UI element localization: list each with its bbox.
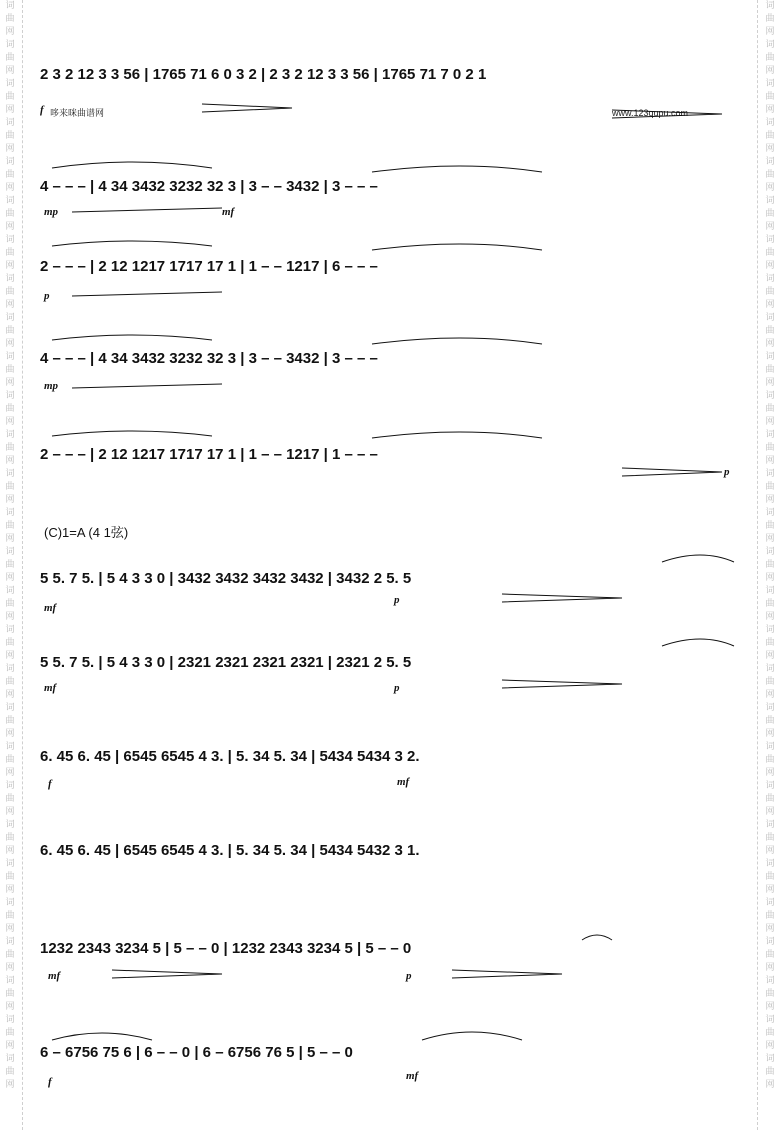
hairpin xyxy=(72,292,222,296)
side-watermark-char: 网 xyxy=(5,300,15,310)
side-watermark-char: 曲 xyxy=(765,677,775,687)
side-watermark-char: 词 xyxy=(5,820,15,830)
right-dashed-rule xyxy=(757,0,759,1130)
site-name-watermark: 哆来咪曲谱网 xyxy=(50,108,105,118)
notes-row-3: 2 – – – | 2 12 1217 1717 17 1 | 1 – – 1217 | 6 – – – xyxy=(40,258,378,275)
side-watermark-char: 词 xyxy=(765,1,775,11)
side-watermark-char: 词 xyxy=(5,235,15,245)
side-watermark-char: 词 xyxy=(5,1015,15,1025)
side-watermark-char: 词 xyxy=(5,430,15,440)
side-watermark-char: 词 xyxy=(765,508,775,518)
notes-row-10: 1232 2343 3234 5 | 5 – – 0 | 1232 2343 3234 5 | 5 – – 0 xyxy=(40,940,412,957)
side-watermark-char: 网 xyxy=(765,1002,775,1012)
notes-row-9: 6. 45 6. 45 | 6545 6545 4 3. | 5. 34 5. 34 | 5434 5432 3 1. xyxy=(40,842,420,859)
side-watermark-char: 词 xyxy=(765,703,775,713)
side-watermark-char: 网 xyxy=(5,261,15,271)
side-watermark-char: 网 xyxy=(5,963,15,973)
side-watermark-char: 词 xyxy=(5,859,15,869)
side-watermark-char: 网 xyxy=(765,144,775,154)
side-watermark-char: 网 xyxy=(765,378,775,388)
side-watermark-char: 网 xyxy=(765,1041,775,1051)
side-watermark-char: 网 xyxy=(5,495,15,505)
dynamic-mark: p xyxy=(394,682,400,694)
side-watermark-char: 网 xyxy=(5,729,15,739)
side-watermark-char: 网 xyxy=(765,456,775,466)
slurs-and-hairpins xyxy=(22,0,752,1130)
side-watermark-char: 网 xyxy=(5,573,15,583)
notes-row-11: 6 – 6756 75 6 | 6 – – 0 | 6 – 6756 76 5 | 5 – – 0 xyxy=(40,1044,353,1061)
side-watermark-char: 词 xyxy=(765,859,775,869)
side-watermark-char: 词 xyxy=(765,274,775,284)
side-watermark-char: 词 xyxy=(5,313,15,323)
dynamic-mark: mp xyxy=(44,380,59,392)
side-watermark-char: 曲 xyxy=(765,521,775,531)
side-watermark-char: 曲 xyxy=(765,209,775,219)
side-watermark-char: 词 xyxy=(5,391,15,401)
hairpin xyxy=(622,468,722,476)
side-watermark-char: 网 xyxy=(5,27,15,37)
dynamic-mark: f xyxy=(48,778,52,790)
side-watermark-char: 曲 xyxy=(765,443,775,453)
side-watermark-char: 词 xyxy=(765,196,775,206)
slur xyxy=(372,338,542,344)
side-watermark-char: 词 xyxy=(5,703,15,713)
side-watermark-char: 网 xyxy=(765,105,775,115)
side-watermark-char: 曲 xyxy=(765,833,775,843)
dynamic-mark: mf xyxy=(222,206,235,218)
side-watermark-char: 词 xyxy=(765,1054,775,1064)
slur xyxy=(372,432,542,438)
side-watermark-char: 词 xyxy=(765,391,775,401)
side-watermark-char: 网 xyxy=(765,300,775,310)
side-watermark-char: 曲 xyxy=(765,755,775,765)
side-watermark-char: 网 xyxy=(5,1080,15,1090)
side-watermark-char: 词 xyxy=(765,430,775,440)
side-watermark-char: 曲 xyxy=(765,1067,775,1077)
side-watermark-char: 词 xyxy=(765,547,775,557)
side-watermark-char: 曲 xyxy=(765,989,775,999)
dynamic-mark: p xyxy=(406,970,412,982)
side-watermark-char: 网 xyxy=(765,612,775,622)
side-watermark-char: 曲 xyxy=(765,794,775,804)
side-watermark-char: 网 xyxy=(765,885,775,895)
side-watermark-char: 曲 xyxy=(5,560,15,570)
side-watermark-char: 曲 xyxy=(5,365,15,375)
side-watermark-char: 曲 xyxy=(765,248,775,258)
side-watermark-char: 词 xyxy=(765,781,775,791)
side-watermark-char: 曲 xyxy=(765,482,775,492)
side-watermark-char: 词 xyxy=(5,976,15,986)
side-watermark-char: 词 xyxy=(5,898,15,908)
side-watermark-char: 曲 xyxy=(765,131,775,141)
side-watermark-char: 网 xyxy=(5,807,15,817)
side-watermark-char: 词 xyxy=(5,196,15,206)
side-watermark-char: 曲 xyxy=(5,131,15,141)
slur xyxy=(662,639,734,646)
side-watermark-char: 网 xyxy=(765,729,775,739)
side-watermark-char: 词 xyxy=(765,625,775,635)
side-watermark-char: 网 xyxy=(765,222,775,232)
side-watermark-char: 网 xyxy=(5,1041,15,1051)
side-watermark-char: 词 xyxy=(765,469,775,479)
side-watermark-char: 网 xyxy=(5,456,15,466)
side-watermark-char: 词 xyxy=(5,79,15,89)
slur xyxy=(372,166,542,172)
side-watermark-char: 曲 xyxy=(5,1028,15,1038)
side-watermark-char: 曲 xyxy=(5,911,15,921)
notes-row-8: 6. 45 6. 45 | 6545 6545 4 3. | 5. 34 5. 34 | 5434 5434 3 2. xyxy=(40,748,420,765)
side-watermark-char: 词 xyxy=(765,1015,775,1025)
side-watermark-char: 网 xyxy=(765,417,775,427)
side-watermark-char: 曲 xyxy=(5,326,15,336)
notes-row-1: 2 3 2 12 3 3 56 | 1765 71 6 0 3 2 | 2 3 2 12 3 3 56 | 1765 71 7 0 2 1 xyxy=(40,66,487,83)
side-watermark-char: 曲 xyxy=(765,560,775,570)
side-watermark-char: 词 xyxy=(5,157,15,167)
side-watermark-char: 网 xyxy=(765,66,775,76)
side-watermark-char: 词 xyxy=(765,157,775,167)
side-watermark-char: 曲 xyxy=(5,677,15,687)
side-watermark-char: 曲 xyxy=(765,287,775,297)
slur xyxy=(582,935,612,940)
side-watermark-char: 词 xyxy=(5,118,15,128)
side-watermark-char: 曲 xyxy=(5,599,15,609)
section-c-key-label: (C)1=A (4 1弦) xyxy=(44,525,129,540)
side-watermark-char: 词 xyxy=(5,547,15,557)
side-watermark-char: 词 xyxy=(5,274,15,284)
side-watermark-char: 词 xyxy=(5,625,15,635)
side-watermark-char: 网 xyxy=(765,963,775,973)
side-watermark-char: 网 xyxy=(5,1002,15,1012)
side-watermark-char: 网 xyxy=(5,690,15,700)
hairpin xyxy=(202,104,292,112)
dynamic-mark: p xyxy=(44,290,50,302)
notes-row-2: 4 – – – | 4 34 3432 3232 32 3 | 3 – – 3432 | 3 – – – xyxy=(40,178,378,195)
side-watermark-char: 曲 xyxy=(5,482,15,492)
side-watermark-char: 曲 xyxy=(765,872,775,882)
side-watermark-char: 词 xyxy=(5,508,15,518)
side-watermark-char: 网 xyxy=(765,534,775,544)
dynamic-mark: mf xyxy=(406,1070,419,1082)
side-watermark-char: 曲 xyxy=(5,53,15,63)
side-watermark-char: 词 xyxy=(5,40,15,50)
side-watermark-char: 网 xyxy=(5,768,15,778)
side-watermark-char: 曲 xyxy=(5,209,15,219)
hairpin xyxy=(452,970,562,978)
side-watermark-char: 词 xyxy=(5,664,15,674)
side-watermark-char: 曲 xyxy=(5,248,15,258)
hairpin xyxy=(502,594,622,602)
slur xyxy=(662,555,734,562)
side-watermark-char: 词 xyxy=(5,937,15,947)
side-watermark-char: 曲 xyxy=(765,14,775,24)
slur xyxy=(52,335,212,340)
side-watermark-char: 词 xyxy=(5,469,15,479)
side-watermark-char: 网 xyxy=(765,768,775,778)
side-watermark-char: 曲 xyxy=(5,755,15,765)
side-watermark-char: 词 xyxy=(765,40,775,50)
side-watermark-char: 词 xyxy=(5,352,15,362)
side-watermark-char: 词 xyxy=(5,781,15,791)
site-url-watermark: www.123qupu.com xyxy=(612,108,689,118)
hairpin xyxy=(502,680,622,688)
side-watermark-char: 词 xyxy=(765,976,775,986)
side-watermark-char: 词 xyxy=(765,352,775,362)
side-watermark-char: 曲 xyxy=(5,14,15,24)
side-watermark-char: 词 xyxy=(765,79,775,89)
side-watermark-char: 网 xyxy=(765,27,775,37)
hairpin xyxy=(612,110,722,118)
side-watermark-char: 词 xyxy=(5,742,15,752)
side-watermark-char: 网 xyxy=(5,339,15,349)
side-watermark-char: 网 xyxy=(5,66,15,76)
side-watermark-char: 词 xyxy=(765,742,775,752)
side-watermark-char: 词 xyxy=(765,235,775,245)
side-watermark-char: 曲 xyxy=(765,365,775,375)
dynamic-mark: mf xyxy=(44,602,57,614)
side-watermark-char: 网 xyxy=(765,261,775,271)
side-watermark-char: 网 xyxy=(5,222,15,232)
side-watermark-char: 网 xyxy=(765,1080,775,1090)
side-watermark-char: 网 xyxy=(5,885,15,895)
side-watermark-char: 词 xyxy=(5,1,15,11)
slur xyxy=(52,431,212,436)
side-watermark-char: 曲 xyxy=(765,716,775,726)
dynamic-mark: p xyxy=(724,466,730,478)
side-watermark-char: 网 xyxy=(5,183,15,193)
side-watermark-char: 网 xyxy=(765,846,775,856)
side-watermark-char: 词 xyxy=(765,820,775,830)
side-watermark-char: 网 xyxy=(5,417,15,427)
side-watermark-char: 曲 xyxy=(5,872,15,882)
side-watermark-char: 曲 xyxy=(765,404,775,414)
side-watermark-char: 网 xyxy=(5,378,15,388)
side-watermark-char: 曲 xyxy=(765,638,775,648)
notes-row-5: 2 – – – | 2 12 1217 1717 17 1 | 1 – – 1217 | 1 – – – xyxy=(40,446,378,463)
right-watermark-strip xyxy=(760,0,780,1130)
side-watermark-char: 网 xyxy=(765,339,775,349)
side-watermark-char: 网 xyxy=(765,651,775,661)
side-watermark-char: 曲 xyxy=(5,833,15,843)
notes-row-6: 5 5. 7 5. | 5 4 3 3 0 | 3432 3432 3432 3432 | 3432 2 5. 5 xyxy=(40,570,412,587)
slur xyxy=(372,244,542,250)
side-watermark-char: 曲 xyxy=(765,950,775,960)
side-watermark-char: 网 xyxy=(765,573,775,583)
side-watermark-char: 网 xyxy=(5,534,15,544)
side-watermark-char: 词 xyxy=(765,898,775,908)
side-watermark-char: 曲 xyxy=(5,443,15,453)
dynamic-mark: f xyxy=(48,1076,52,1088)
dynamic-mark: mf xyxy=(48,970,61,982)
side-watermark-char: 曲 xyxy=(5,716,15,726)
side-watermark-char: 网 xyxy=(765,690,775,700)
side-watermark-char: 网 xyxy=(765,183,775,193)
slur xyxy=(52,1033,152,1040)
side-watermark-char: 曲 xyxy=(5,989,15,999)
left-watermark-strip xyxy=(0,0,20,1130)
side-watermark-char: 网 xyxy=(5,651,15,661)
side-watermark-char: 曲 xyxy=(5,92,15,102)
side-watermark-char: 曲 xyxy=(5,287,15,297)
dynamic-mark: p xyxy=(394,594,400,606)
side-watermark-char: 词 xyxy=(765,313,775,323)
dynamic-mark: mp xyxy=(44,206,59,218)
side-watermark-char: 曲 xyxy=(765,599,775,609)
side-watermark-char: 曲 xyxy=(765,170,775,180)
side-watermark-char: 词 xyxy=(765,118,775,128)
hairpin xyxy=(72,384,222,388)
side-watermark-char: 曲 xyxy=(5,794,15,804)
side-watermark-char: 网 xyxy=(5,144,15,154)
dynamic-mark: mf xyxy=(397,776,410,788)
side-watermark-char: 网 xyxy=(5,105,15,115)
dynamic-mark: mf xyxy=(44,682,57,694)
side-watermark-char: 网 xyxy=(765,495,775,505)
notes-row-4: 4 – – – | 4 34 3432 3232 32 3 | 3 – – 3432 | 3 – – – xyxy=(40,350,378,367)
side-watermark-char: 网 xyxy=(765,807,775,817)
side-watermark-char: 网 xyxy=(5,846,15,856)
slur xyxy=(422,1032,522,1040)
slur xyxy=(52,162,212,168)
side-watermark-char: 词 xyxy=(765,586,775,596)
side-watermark-char: 曲 xyxy=(765,53,775,63)
side-watermark-char: 曲 xyxy=(765,911,775,921)
side-watermark-char: 曲 xyxy=(765,326,775,336)
side-watermark-char: 曲 xyxy=(5,170,15,180)
side-watermark-char: 曲 xyxy=(5,521,15,531)
side-watermark-char: 网 xyxy=(5,924,15,934)
side-watermark-char: 曲 xyxy=(5,404,15,414)
side-watermark-char: 曲 xyxy=(765,92,775,102)
side-watermark-char: 曲 xyxy=(5,638,15,648)
side-watermark-char: 词 xyxy=(765,664,775,674)
side-watermark-char: 曲 xyxy=(765,1028,775,1038)
hairpin xyxy=(112,970,222,978)
side-watermark-char: 曲 xyxy=(5,950,15,960)
side-watermark-char: 网 xyxy=(765,924,775,934)
slur xyxy=(52,241,212,246)
side-watermark-char: 曲 xyxy=(5,1067,15,1077)
side-watermark-char: 词 xyxy=(5,1054,15,1064)
dynamic-mark: f xyxy=(40,104,44,116)
hairpin xyxy=(72,208,222,212)
side-watermark-char: 网 xyxy=(5,612,15,622)
side-watermark-char: 词 xyxy=(765,937,775,947)
notes-row-7: 5 5. 7 5. | 5 4 3 3 0 | 2321 2321 2321 2321 | 2321 2 5. 5 xyxy=(40,654,412,671)
side-watermark-char: 词 xyxy=(5,586,15,596)
score-sheet xyxy=(22,0,752,1130)
